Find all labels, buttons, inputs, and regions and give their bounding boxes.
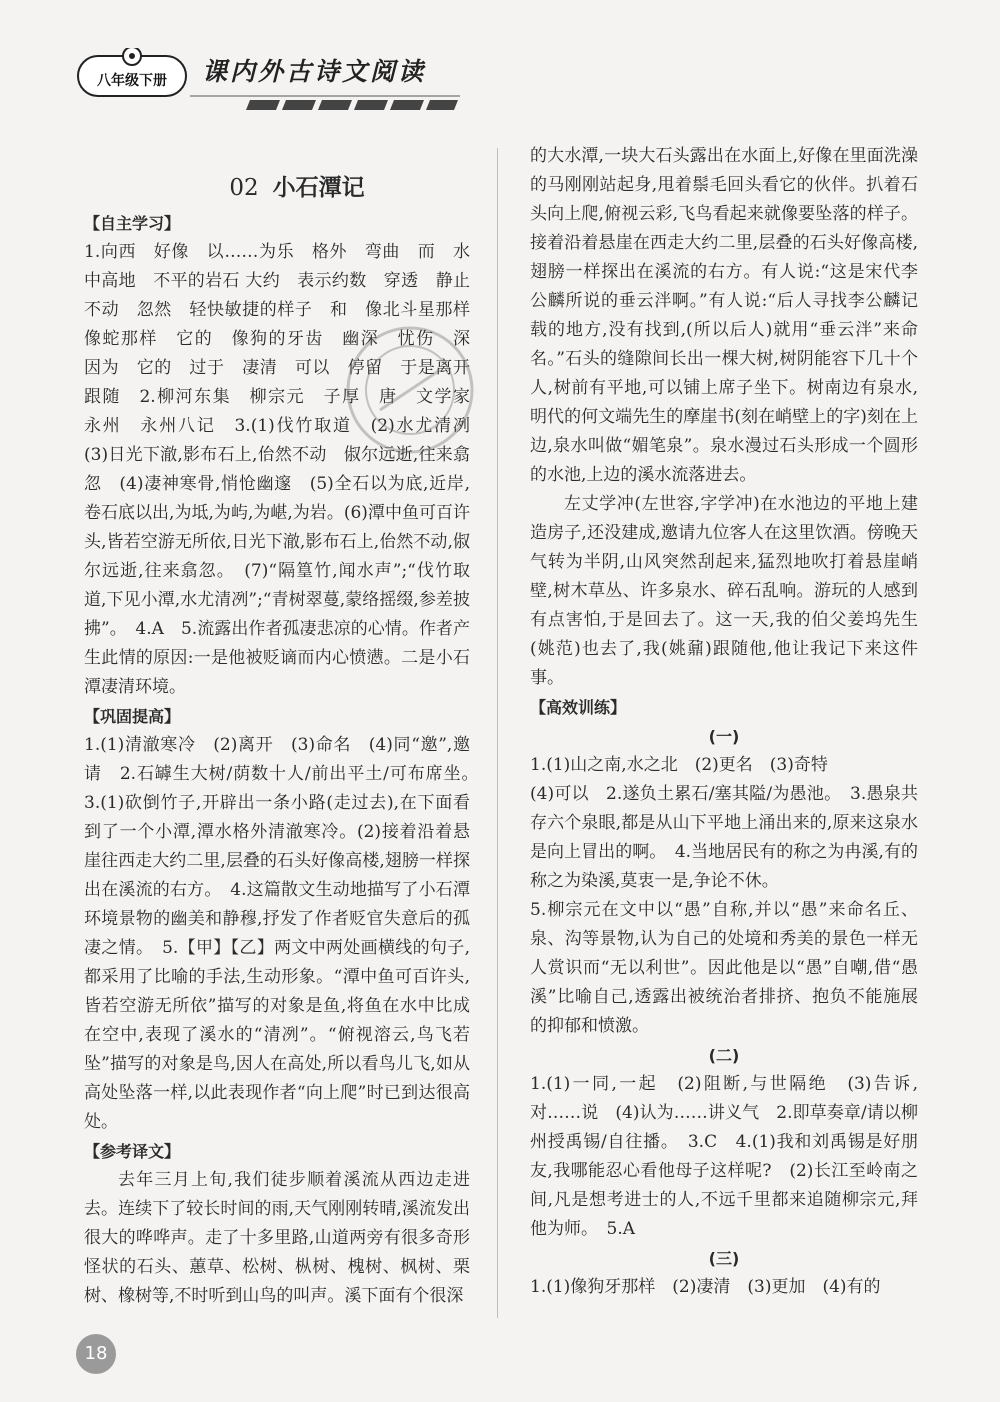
part-2-answers: 1.(1)一同,一起 (2)阻断,与世隔绝 (3)告诉,对……说 (4)认为……讲义气 2.即草奏章/请以柳州授禹锡/自往播。 3.C 4.(1)我和刘禹锡是好朋友,我哪能忍心看他母子这样呢? (2)长江至岭南之间,凡是想考进士的人,不远千里都来追随柳宗元,拜他为师。 5.A	[530, 1074, 918, 1239]
part-1-answer-b: (4)可以 2.遂负土累石/塞其隘/为愚池。 3.愚泉共存六个泉眼,都是从山下平地上涌出来的,原来这泉水是向上冒出的啊。 4.当地居民有的称之为冉溪,有的称之为染溪,莫衷一是,争论不休。	[530, 784, 918, 891]
part-1-heading: (一)	[708, 727, 740, 746]
grade-badge	[76, 48, 188, 104]
consolidate-answers: 1.(1)清澈寒冷 (2)离开 (3)命名 (4)同“邀”,邀请 2.石罅生大树/荫数十人/前出平土/可布席坐。 3.(1)砍倒竹子,开辟出一条小路(走过去),在下面看到了一个小潭,潭水格外清澈寒冷。(2)接着沿着悬崖往西走大约二里,层叠的石头好像高楼,翅膀一样探出在溪流的右方。 4.这篇散文生动地描写了小石潭环境景物的幽美和静穆,抒发了作者贬官失意后的孤凄之情。 5.【甲】【乙】两文中两处画横线的句子,都采用了比喻的手法,生动形象。“潭中鱼可百许头,皆若空游无所依”描写的对象是鱼,将鱼在水中比成在空中,表现了溪水的“清冽”。“俯视溶云,鸟飞若坠”描写的对象是鸟,因人在高处,所以看鸟儿飞,如从高处坠落一样,以此表现作者“向上爬”时已到达很高处。	[84, 735, 487, 1132]
watermark-stamp	[340, 320, 480, 460]
part-1-answer-a: 1.(1)山之南,水之北 (2)更名 (3)奇特	[530, 755, 828, 775]
chapter-number: 02	[229, 175, 259, 201]
grade-label: 八年级下册	[97, 73, 167, 89]
part-3-answers: 1.(1)像狗牙那样 (2)凄清 (3)更加 (4)有的	[530, 1277, 881, 1297]
section-self-study: 【自主学习】	[84, 214, 181, 233]
chapter-name: 小石潭记	[272, 175, 365, 201]
part-3-heading: (三)	[708, 1249, 740, 1268]
page-number: 18	[76, 1334, 116, 1374]
translation-text: 去年三月上旬,我们徒步顺着溪流从西边走进去。连续下了较长时间的雨,天气刚刚转晴,溪流发出很大的哗哗声。走了十多里路,山道两旁有很多奇形怪状的石头、蕙草、松树、枞树、槐树、枫树、栗树、橡树等,不时听到山鸟的叫声。溪下面有个很深	[84, 1170, 470, 1306]
part-1-answer-c: 5.柳宗元在文中以“愚”自称,并以“愚”来命名丘、泉、沟等景物,认为自己的处境和秀美的景色一样无人赏识而“无以利世”。因此他是以“愚”自嘲,借“愚溪”比喻自己,透露出被统治者排挤、抱负不能施展的抑郁和愤激。	[530, 900, 918, 1036]
section-consolidate: 【巩固提高】	[84, 707, 181, 726]
translation-continued: 的大水潭,一块大石头露出在水面上,好像在里面洗澡的马刚刚站起身,甩着鬃毛回头看它的伙伴。扒着石头向上爬,俯视云彩,飞鸟看起来就像要坠落的样子。接着沿着悬崖在西走大约二里,层叠的石头好像高楼,翅膀一样探出在溪流的右方。有人说:“这是宋代李公麟所说的垂云泮啊。”有人说:“后人寻找李公麟记载的地方,没有找到,(所以后人)就用“垂云泮”来命名。”石头的缝隙间长出一棵大树,树阴能容下几十个人,树前有平地,可以铺上席子坐下。树南边有泉水,明代的何文端先生的摩崖书(刻在峭壁上的字)刻在上边,泉水叫做“媚笔泉”。泉水漫过石头形成一个圆形的水池,上边的溪水流落进去。	[530, 146, 918, 485]
chapter-title	[124, 173, 470, 203]
translation-paragraph-2: 左丈学冲(左世容,字学冲)在水池边的平地上建造房子,还没建成,邀请九位客人在这里饮酒。傍晚天气转为半阴,山风突然刮起来,猛烈地吹打着悬崖峭壁,树木草丛、许多泉水、碎石乱响。游玩的人感到有点害怕,于是回去了。这一天,我的伯父姜坞先生(姚范)也去了,我(姚鼐)跟随他,他让我记下来这件事。	[530, 494, 918, 688]
self-study-answers: 1.向西 好像 以……为乐 格外 弯曲 而 水中高地 不平的岩石 大约 表示约数 穿透 静止不动 忽然 轻快敏捷的样子 和 像北斗星那样 像蛇那样 它的 像狗的牙齿 幽深 忧伤 深 因为 它的 过于 凄清 可以 停留 于是离开 跟随 2.柳河东集 柳宗元 子厚 唐 文学家 永州 永州八记 3.(1)伐竹取道 (2)水尤清冽 (3)日光下澈,影布石上,佁然不动 俶尔远逝,往来翕忽 (4)凄神寒骨,悄怆幽邃 (5)全石以为底,近岸,卷石底以出,为坻,为屿,为嵁,为岩。(6)潭中鱼可百许头,皆若空游无所依,日光下澈,影布石上,佁然不动,俶尔远逝,往来翕忽。 (7)“隔篁竹,闻水声”;“伐竹取道,下见小潭,水尤清冽”;“青树翠蔓,蒙络摇缀,参差披拂”。 4.A 5.流露出作者孤凄悲凉的心情。作者产生此情的原因:一是他被贬谪而内心愤懑。二是小石潭凄清环境。	[84, 242, 487, 697]
section-efficient: 【高效训练】	[530, 698, 627, 717]
header-decoration	[190, 92, 460, 112]
section-translation: 【参考译文】	[84, 1142, 181, 1161]
right-column	[530, 142, 918, 1302]
column-divider	[497, 148, 498, 1318]
page-header	[60, 30, 460, 120]
part-2-heading: (二)	[708, 1046, 740, 1065]
book-title: 课内外古诗文阅读	[202, 57, 427, 86]
